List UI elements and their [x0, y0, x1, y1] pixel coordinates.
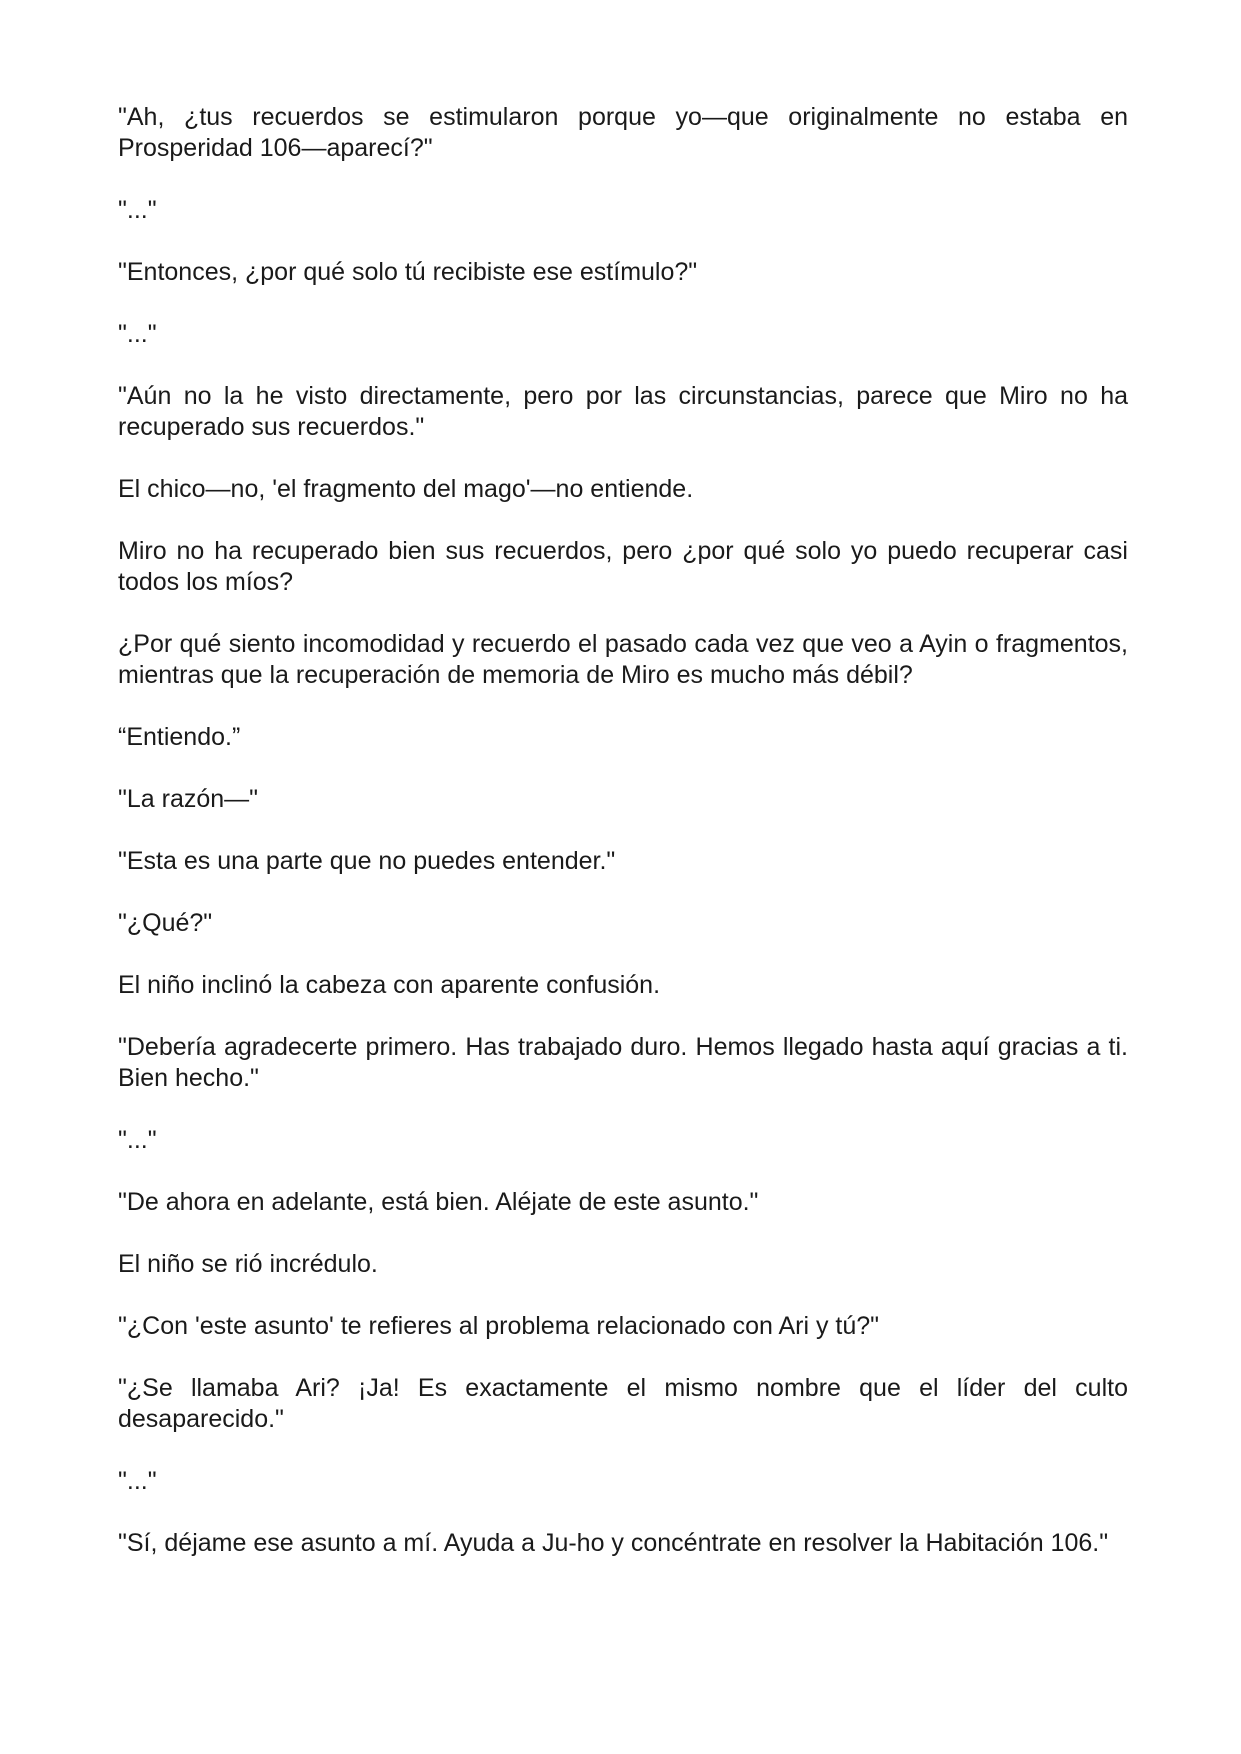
paragraph: El chico—no, 'el fragmento del mago'—no entiende.	[118, 475, 694, 503]
paragraph: Miro no ha recuperado bien sus recuerdos, pero ¿por qué solo yo puedo recuperar casi todos los míos?	[118, 537, 1128, 596]
paragraph: "De ahora en adelante, está bien. Aléjate de este asunto."	[118, 1188, 759, 1216]
paragraph: "Debería agradecerte primero. Has trabajado duro. Hemos llegado hasta aquí gracias a ti. Bien hecho."	[118, 1033, 1128, 1092]
paragraph: El niño inclinó la cabeza con aparente confusión.	[118, 971, 661, 999]
paragraph: "..."	[118, 1467, 157, 1495]
paragraph: "Esta es una parte que no puedes entender."	[118, 847, 616, 875]
paragraph: "Entonces, ¿por qué solo tú recibiste ese estímulo?"	[118, 258, 698, 286]
paragraph: "¿Con 'este asunto' te refieres al problema relacionado con Ari y tú?"	[118, 1312, 880, 1340]
paragraph: "Sí, déjame ese asunto a mí. Ayuda a Ju-ho y concéntrate en resolver la Habitación 106."	[118, 1529, 1109, 1557]
document-page	[118, 102, 1128, 1590]
paragraph: ¿Por qué siento incomodidad y recuerdo el pasado cada vez que veo a Ayin o fragmentos, mientras que la recuperación de memoria de Miro es mucho más débil?	[118, 630, 1128, 689]
paragraph: "Aún no la he visto directamente, pero por las circunstancias, parece que Miro no ha recuperado sus recuerdos."	[118, 382, 1128, 441]
paragraph: "..."	[118, 320, 157, 348]
paragraph: El niño se rió incrédulo.	[118, 1250, 378, 1278]
paragraph: "..."	[118, 196, 157, 224]
paragraph: "Ah, ¿tus recuerdos se estimularon porque yo—que originalmente no estaba en Prosperidad 106—aparecí?"	[118, 103, 1128, 162]
paragraph: "¿Se llamaba Ari? ¡Ja! Es exactamente el mismo nombre que el líder del culto desaparecido."	[118, 1374, 1128, 1433]
paragraph: "..."	[118, 1126, 157, 1154]
paragraph: "La razón—"	[118, 785, 259, 813]
paragraph: “Entiendo.”	[118, 723, 241, 751]
paragraph: "¿Qué?"	[118, 909, 213, 937]
